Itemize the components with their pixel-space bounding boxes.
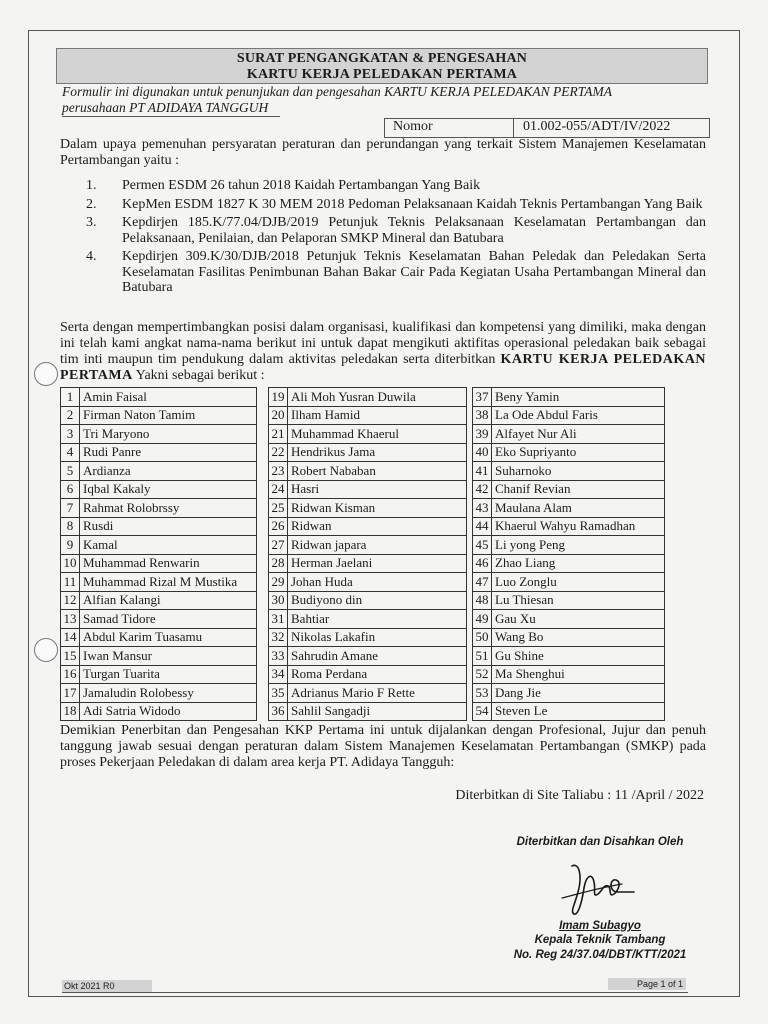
person-name: Wang Bo xyxy=(492,628,665,647)
table-row xyxy=(269,554,467,573)
row-number: 15 xyxy=(61,647,80,666)
person-name: Roma Perdana xyxy=(288,665,467,684)
person-name: Hasri xyxy=(288,480,467,499)
table-row xyxy=(269,499,467,518)
nomor-label: Nomor xyxy=(393,119,433,134)
row-number: 30 xyxy=(269,591,288,610)
person-name: Rusdi xyxy=(80,517,257,536)
person-name: Adi Satria Widodo xyxy=(80,702,257,721)
table-row xyxy=(473,443,665,462)
table-row xyxy=(269,443,467,462)
paragraph-text: Serta dengan mempertimbangkan posisi dalam organisasi, kualifikasi dan kompetensi yang dimiliki, maka dengan ini telah kami angkat nama-nama berikut ini untuk dapat mengikuti aktifitas operasional peledakan baik sebagai tim inti maupun tim pendukung dalam aktivitas peledakan serta diterbitkan xyxy=(60,320,706,367)
row-number: 43 xyxy=(473,499,492,518)
person-name: Sahrudin Amane xyxy=(288,647,467,666)
row-number: 26 xyxy=(269,517,288,536)
table-row xyxy=(473,499,665,518)
table-row xyxy=(61,443,257,462)
table-row xyxy=(473,425,665,444)
table-row xyxy=(473,610,665,629)
nomor-value: 01.002-055/ADT/IV/2022 xyxy=(523,119,671,134)
table-row xyxy=(269,425,467,444)
person-name: Tri Maryono xyxy=(80,425,257,444)
table-row xyxy=(61,591,257,610)
row-number: 6 xyxy=(61,480,80,499)
signer-registration: No. Reg 24/37.04/DBT/KTT/2021 xyxy=(513,949,687,961)
table-row xyxy=(269,406,467,425)
person-name: Samad Tidore xyxy=(80,610,257,629)
person-name: Gu Shine xyxy=(492,647,665,666)
person-name: Steven Le xyxy=(492,702,665,721)
table-row xyxy=(61,406,257,425)
table-row xyxy=(473,702,665,721)
table-row xyxy=(61,684,257,703)
row-number: 13 xyxy=(61,610,80,629)
person-name: Dang Jie xyxy=(492,684,665,703)
table-row xyxy=(61,517,257,536)
table-row xyxy=(61,702,257,721)
row-number: 27 xyxy=(269,536,288,555)
person-name: Khaerul Wahyu Ramadhan xyxy=(492,517,665,536)
person-name: Sahlil Sangadji xyxy=(288,702,467,721)
intro-text xyxy=(62,84,702,117)
paragraph-appointment xyxy=(60,320,706,384)
table-row xyxy=(61,425,257,444)
list-item xyxy=(86,178,706,194)
table-row xyxy=(269,480,467,499)
person-name: Alfian Kalangi xyxy=(80,591,257,610)
person-name: Bahtiar xyxy=(288,610,467,629)
person-name: Johan Huda xyxy=(288,573,467,592)
row-number: 9 xyxy=(61,536,80,555)
punch-hole xyxy=(34,362,58,386)
table-row xyxy=(473,591,665,610)
table-row xyxy=(473,480,665,499)
person-name: Luo Zonglu xyxy=(492,573,665,592)
intro-line-2: perusahaan PT ADIDAYA TANGGUH xyxy=(62,100,280,117)
row-number: 19 xyxy=(269,388,288,407)
paragraph-tail: Yakni sebagai berikut : xyxy=(135,368,265,383)
person-name: Budiyono din xyxy=(288,591,467,610)
person-name: Turgan Tuarita xyxy=(80,665,257,684)
person-name: Gau Xu xyxy=(492,610,665,629)
row-number: 4 xyxy=(61,443,80,462)
paragraph-closing: Demikian Penerbitan dan Pengesahan KKP Pertama ini untuk dijalankan dengan Profesional, Jujur dan penuh tanggung jawab sesuai dengan peraturan dalam Sistem Manajemen Keselamatan Pertambangan (SMKP) pada proses Pekerjaan Peledakan di dalam area kerja PT. Adidaya Tangguh: xyxy=(60,723,706,770)
table-row xyxy=(269,628,467,647)
row-number: 44 xyxy=(473,517,492,536)
list-text: Kepdirjen 309.K/30/DJB/2018 Petunjuk Teknis Keselamatan Bahan Peledak dan Peledakan Serta Keselamatan Fasilitas Penimbunan Bahan Bakar Cair Pada Kegiatan Usaha Pertambangan Mineral dan Batubara xyxy=(122,249,706,295)
table-row xyxy=(61,628,257,647)
row-number: 5 xyxy=(61,462,80,481)
row-number: 34 xyxy=(269,665,288,684)
table-row xyxy=(473,628,665,647)
row-number: 46 xyxy=(473,554,492,573)
punch-hole xyxy=(34,638,58,662)
table-row xyxy=(269,536,467,555)
table-row xyxy=(473,573,665,592)
list-number: 2. xyxy=(86,196,97,212)
document-number xyxy=(384,118,710,138)
person-name: Abdul Karim Tuasamu xyxy=(80,628,257,647)
table-row xyxy=(473,536,665,555)
row-number: 14 xyxy=(61,628,80,647)
row-number: 12 xyxy=(61,591,80,610)
table-row xyxy=(269,462,467,481)
issued-place-date: Diterbitkan di Site Taliabu : 11 /April / 2022 xyxy=(455,788,704,803)
row-number: 1 xyxy=(61,388,80,407)
row-number: 28 xyxy=(269,554,288,573)
person-name: Suharnoko xyxy=(492,462,665,481)
person-name: Rudi Panre xyxy=(80,443,257,462)
row-number: 42 xyxy=(473,480,492,499)
table-row xyxy=(61,480,257,499)
row-number: 11 xyxy=(61,573,80,592)
row-number: 50 xyxy=(473,628,492,647)
list-number: 1. xyxy=(86,178,97,193)
person-name: Nikolas Lakafin xyxy=(288,628,467,647)
names-table-3 xyxy=(472,387,665,721)
list-item xyxy=(86,197,706,213)
person-name: Chanif Revian xyxy=(492,480,665,499)
person-name: Ilham Hamid xyxy=(288,406,467,425)
names-table-1 xyxy=(60,387,257,721)
footer-divider xyxy=(62,992,688,993)
table-row xyxy=(269,573,467,592)
row-number: 3 xyxy=(61,425,80,444)
row-number: 49 xyxy=(473,610,492,629)
row-number: 37 xyxy=(473,388,492,407)
handwritten-signature xyxy=(558,858,638,918)
paragraph-intro: Dalam upaya pemenuhan persyaratan peraturan dan perundangan yang terkait Sistem Manajemen Keselamatan Pertambangan yaitu : xyxy=(60,137,706,168)
person-name: Firman Naton Tamim xyxy=(80,406,257,425)
table-row xyxy=(473,665,665,684)
table-row xyxy=(473,462,665,481)
row-number: 21 xyxy=(269,425,288,444)
document-title xyxy=(56,48,708,84)
row-number: 40 xyxy=(473,443,492,462)
row-number: 35 xyxy=(269,684,288,703)
footer-page-number: Page 1 of 1 xyxy=(608,978,686,990)
person-name: Herman Jaelani xyxy=(288,554,467,573)
table-row xyxy=(269,591,467,610)
person-name: Jamaludin Rolobessy xyxy=(80,684,257,703)
list-number: 3. xyxy=(86,215,97,230)
table-row xyxy=(269,702,467,721)
signer-position: Kepala Teknik Tambang xyxy=(534,934,666,946)
person-name: Ali Moh Yusran Duwila xyxy=(288,388,467,407)
person-name: Zhao Liang xyxy=(492,554,665,573)
row-number: 8 xyxy=(61,517,80,536)
row-number: 39 xyxy=(473,425,492,444)
person-name: Alfayet Nur Ali xyxy=(492,425,665,444)
row-number: 16 xyxy=(61,665,80,684)
row-number: 32 xyxy=(269,628,288,647)
row-number: 38 xyxy=(473,406,492,425)
list-item xyxy=(86,249,706,296)
table-row xyxy=(269,665,467,684)
title-line-1: SURAT PENGANGKATAN & PENGESAHAN xyxy=(236,51,528,66)
table-row xyxy=(61,554,257,573)
title-line-2: KARTU KERJA PELEDAKAN PERTAMA xyxy=(246,67,518,82)
row-number: 24 xyxy=(269,480,288,499)
row-number: 41 xyxy=(473,462,492,481)
table-row xyxy=(61,665,257,684)
table-row xyxy=(473,647,665,666)
row-number: 51 xyxy=(473,647,492,666)
row-number: 20 xyxy=(269,406,288,425)
person-name: Iqbal Kakaly xyxy=(80,480,257,499)
list-item xyxy=(86,215,706,246)
person-name: Rahmat Rolobrssy xyxy=(80,499,257,518)
row-number: 25 xyxy=(269,499,288,518)
row-number: 52 xyxy=(473,665,492,684)
row-number: 22 xyxy=(269,443,288,462)
signer-name: Imam Subagyo xyxy=(559,920,641,932)
list-number: 4. xyxy=(86,249,97,264)
person-name: Ridwan japara xyxy=(288,536,467,555)
row-number: 31 xyxy=(269,610,288,629)
person-name: Ardianza xyxy=(80,462,257,481)
row-number: 2 xyxy=(61,406,80,425)
intro-line-1: Formulir ini digunakan untuk penunjukan dan pengesahan KARTU KERJA PELEDAKAN PERTAMA xyxy=(62,84,612,99)
person-name: Adrianus Mario F Rette xyxy=(288,684,467,703)
list-text: KepMen ESDM 1827 K 30 MEM 2018 Pedoman Pelaksanaan Kaidah Teknis Pertambangan Yang Baik xyxy=(122,196,703,212)
card-title-bold: KARTU KERJA PELEDAKAN PERTAMA xyxy=(60,352,706,383)
names-table-2 xyxy=(268,387,467,721)
person-name: Eko Supriyanto xyxy=(492,443,665,462)
table-row xyxy=(269,610,467,629)
person-name: Iwan Mansur xyxy=(80,647,257,666)
row-number: 33 xyxy=(269,647,288,666)
person-name: Muhammad Khaerul xyxy=(288,425,467,444)
row-number: 36 xyxy=(269,702,288,721)
table-row xyxy=(269,517,467,536)
table-row xyxy=(61,647,257,666)
person-name: Ridwan Kisman xyxy=(288,499,467,518)
table-row xyxy=(269,684,467,703)
table-row xyxy=(473,554,665,573)
table-row xyxy=(61,388,257,407)
table-row xyxy=(61,462,257,481)
row-number: 47 xyxy=(473,573,492,592)
row-number: 7 xyxy=(61,499,80,518)
table-row xyxy=(473,406,665,425)
person-name: Robert Nababan xyxy=(288,462,467,481)
footer-revision: Okt 2021 R0 xyxy=(62,980,152,992)
row-number: 29 xyxy=(269,573,288,592)
row-number: 23 xyxy=(269,462,288,481)
table-row xyxy=(269,388,467,407)
person-name: Maulana Alam xyxy=(492,499,665,518)
person-name: Muhammad Rizal M Mustika xyxy=(80,573,257,592)
row-number: 54 xyxy=(473,702,492,721)
table-row xyxy=(61,573,257,592)
row-number: 48 xyxy=(473,591,492,610)
person-name: Kamal xyxy=(80,536,257,555)
person-name: Li yong Peng xyxy=(492,536,665,555)
table-row xyxy=(61,536,257,555)
person-name: Lu Thiesan xyxy=(492,591,665,610)
list-text: Permen ESDM 26 tahun 2018 Kaidah Pertambangan Yang Baik xyxy=(122,178,481,193)
divider xyxy=(513,119,514,137)
row-number: 17 xyxy=(61,684,80,703)
table-row xyxy=(61,610,257,629)
person-name: Amin Faisal xyxy=(80,388,257,407)
row-number: 45 xyxy=(473,536,492,555)
person-name: Muhammad Renwarin xyxy=(80,554,257,573)
table-row xyxy=(269,647,467,666)
table-row xyxy=(61,499,257,518)
row-number: 53 xyxy=(473,684,492,703)
table-row xyxy=(473,684,665,703)
person-name: Ridwan xyxy=(288,517,467,536)
person-name: Beny Yamin xyxy=(492,388,665,407)
list-text: Kepdirjen 185.K/77.04/DJB/2019 Petunjuk Teknis Pelaksanaan Keselamatan Pertambangan dan Pelaksanaan, Penilaian, dan Pelaporan SMKP Mineral dan Batubara xyxy=(122,215,706,246)
person-name: Ma Shenghui xyxy=(492,665,665,684)
regulation-list xyxy=(86,178,706,299)
signature-heading: Diterbitkan dan Disahkan Oleh xyxy=(516,836,684,848)
table-row xyxy=(473,388,665,407)
table-row xyxy=(473,517,665,536)
person-name: La Ode Abdul Faris xyxy=(492,406,665,425)
row-number: 10 xyxy=(61,554,80,573)
row-number: 18 xyxy=(61,702,80,721)
person-name: Hendrikus Jama xyxy=(288,443,467,462)
